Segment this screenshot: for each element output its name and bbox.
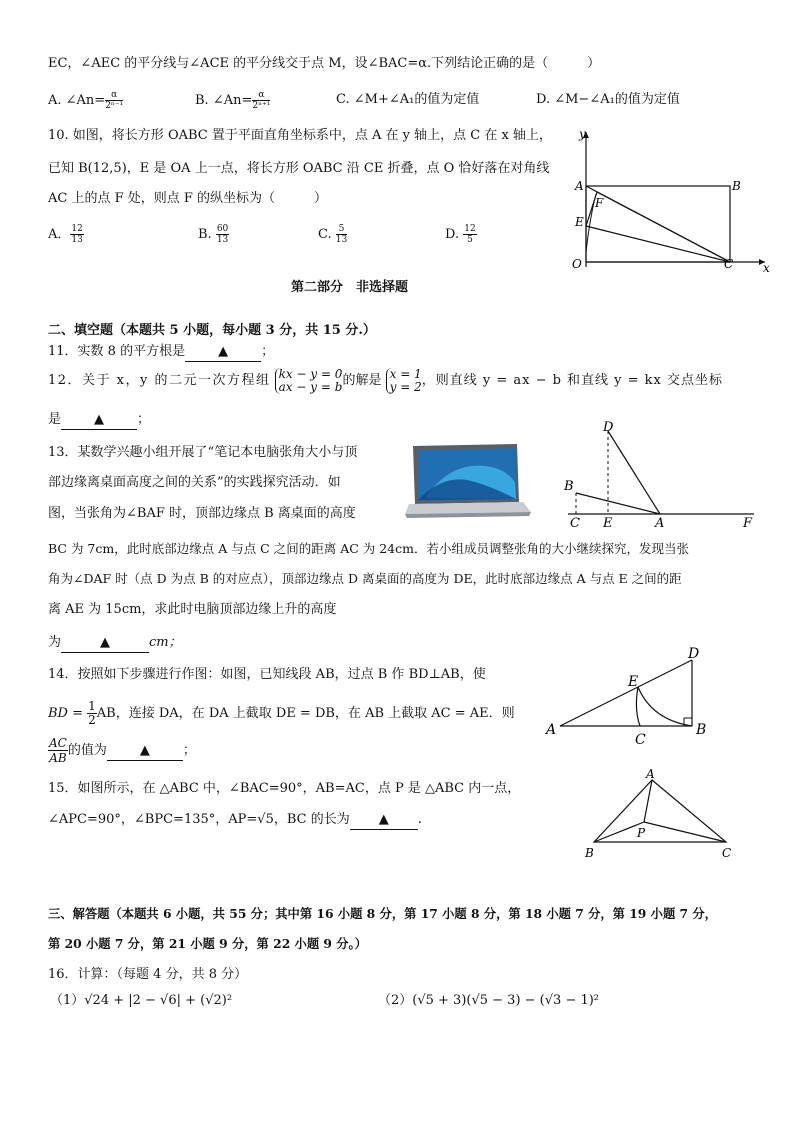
q14-geometry-figure: [540, 640, 720, 750]
q12-mid: 的解是: [342, 373, 382, 388]
q15-line-1: 15．如图所示，在 △ABC 中，∠BAC=90°，AB=AC，点 P 是 △ABC 内一点，: [48, 781, 521, 796]
q13-unit: cm；: [149, 635, 182, 650]
point-o-label: O: [572, 257, 582, 271]
point-a-label: A: [646, 767, 655, 781]
point-b-label: B: [732, 179, 741, 193]
fraction-denominator: 2ⁿ⁻¹: [105, 101, 124, 111]
point-e-label: E: [628, 674, 639, 690]
triangle-abc: [594, 780, 726, 842]
q10-option-b-label: B.: [198, 227, 212, 242]
q13-geometry-figure: [560, 415, 760, 530]
q10-option-d: [445, 224, 477, 245]
section-three-heading-line-2: 第 20 小题 7 分，第 21 小题 9 分，第 22 小题 9 分。）: [48, 936, 367, 951]
q10-option-c: [318, 224, 347, 245]
point-e-label: E: [603, 516, 613, 530]
q13-line-6: 离 AE 为 15cm，求此时电脑顶部边缘上升的高度: [48, 602, 337, 617]
q14-line-2-text: AB，连接 DA，在 DA 上截取 DE = DB，在 AB 上截取 AC = AE．则: [96, 706, 515, 721]
q9-option-a-label: A. ∠An=: [48, 93, 106, 108]
segment-fc: [597, 192, 730, 262]
segment-ap: [644, 780, 652, 822]
fraction-numerator: α: [105, 90, 123, 101]
blank-marker: ▲: [94, 412, 105, 427]
fraction-denominator: 13: [216, 235, 229, 245]
q14-end: ；: [182, 743, 196, 758]
section-three-heading-line-1: 三、解答题（本题共 6 小题，共 55 分；其中第 16 小题 8 分，第 17 小题 8 分，第 18 小题 7 分，第 19 小题 7 分，: [48, 906, 717, 921]
blank-marker: ▲: [218, 344, 229, 359]
q12-answer-blank[interactable]: [61, 411, 137, 430]
q13-line-2: 部边缘离桌面高度之间的关系”的实践探究活动．如: [48, 475, 341, 490]
q11-text: 11．实数 8 的平方根是: [48, 344, 186, 359]
fraction-denominator: 13: [71, 235, 83, 245]
fraction-numerator: AC: [49, 736, 67, 750]
section-two-heading: 二、填空题（本题共 5 小题，每小题 3 分，共 15 分.）: [48, 323, 376, 338]
point-d-label: D: [688, 646, 700, 662]
point-p-label: P: [637, 826, 646, 840]
q12-end: ；: [137, 412, 151, 427]
q15-triangle-figure: [582, 766, 742, 866]
q10-line-2: 已知 B(12,5)，E 是 OA 上一点，将长方形 OABC 沿 CE 折叠，点 O 恰好落在对角线: [48, 161, 550, 176]
point-e-label: E: [575, 215, 584, 229]
q15-end: .: [417, 812, 422, 827]
q9-option-b-label: B. ∠An=: [195, 93, 253, 108]
laptop-illustration: [405, 442, 533, 520]
blank-marker: ▲: [378, 812, 389, 827]
fraction-numerator: 12: [71, 224, 83, 234]
fraction-numerator: 60: [216, 224, 229, 234]
q15-line-2: [48, 811, 422, 830]
q10-option-a: [48, 224, 84, 245]
q15-answer-blank[interactable]: [350, 811, 418, 830]
q12-text-a: 12．关于 x，y 的二元一次方程组: [48, 373, 271, 388]
part-two-title: 第二部分 非选择题: [291, 280, 409, 295]
q15-text: ∠APC=90°，∠BPC=135°，AP=√5，BC 的长为: [48, 812, 350, 827]
point-c-label: C: [570, 516, 580, 530]
q12-line-1: [48, 366, 723, 396]
q13-line-5: 角为∠DAF 时（点 D 为点 B 的对应点），顶部边缘点 D 离桌面的高度为 DE，此时底部边缘点 A 与点 E 之间的距: [48, 571, 682, 586]
q10-option-d-fraction: [463, 224, 476, 245]
q10-option-c-fraction: [336, 224, 347, 245]
point-a-label: A: [655, 516, 665, 530]
q9-line: EC，∠AEC 的平分线与∠ACE 的平分线交于点 M，设∠BAC=α.下列结论正确的是（ ）: [48, 56, 601, 71]
blank-marker: ▲: [139, 743, 150, 758]
q11: [48, 343, 274, 362]
q13-line-3: 图，当张角为∠BAF 时，顶部边缘点 B 离桌面的高度: [48, 506, 356, 521]
q11-end: ；: [261, 344, 275, 359]
q12-text-b: ，则直线 y = ax − b 和直线 y = kx 交点坐标: [421, 373, 724, 388]
segment-da: [608, 431, 660, 514]
q9-option-a-fraction: [105, 90, 123, 111]
arc-ec: [636, 687, 640, 726]
q12-line-2: [48, 411, 150, 430]
q16-title: 16．计算：（每题 4 分，共 8 分）: [48, 967, 248, 982]
point-a-label: A: [546, 722, 557, 738]
q11-answer-blank[interactable]: [185, 343, 261, 362]
segment-ba: [576, 493, 660, 514]
q12-solution-1: x = 1: [389, 366, 422, 381]
fraction-numerator: 12: [464, 224, 476, 234]
fraction-numerator: 1: [88, 699, 96, 713]
q12-solution-2: y = 2: [389, 379, 422, 394]
q10-option-b: [198, 224, 229, 245]
x-label: x: [763, 261, 770, 272]
q10-line-1: 10. 如图，将长方形 OABC 置于平面直角坐标系中，点 A 在 y 轴上，点 C 在 x 轴上，: [48, 128, 552, 143]
q13-line-4: BC 为 7cm，此时底部边缘点 A 与点 C 之间的距离 AC 为 24cm．若小组成员调整张角的大小继续探究，发现当张: [48, 541, 689, 556]
q9-option-a: [48, 90, 123, 111]
fraction-numerator: 5: [336, 224, 347, 235]
q14-answer-blank[interactable]: [107, 742, 183, 761]
q14-ratio-fraction: [48, 736, 68, 765]
fraction-denominator: 2ⁿ⁺¹: [252, 101, 271, 111]
point-d-label: D: [603, 420, 614, 435]
point-b-label: B: [696, 722, 707, 738]
point-c-label: C: [635, 732, 646, 748]
q14-line-1: 14．按照如下步骤进行作图：如图，已知线段 AB，过点 B 作 BD⊥AB，使: [48, 667, 486, 682]
q13-line-7: [48, 634, 182, 653]
fraction-denominator: 13: [335, 235, 348, 245]
q16-part-2: （2）(√5 + 3)(√5 − 3) − (√3 − 1)²: [378, 993, 600, 1008]
fold-line-ce: [586, 226, 730, 262]
point-b-label: B: [585, 846, 594, 860]
q9-option-b: [195, 90, 270, 111]
q10-option-a-fraction: [70, 224, 83, 245]
q14-half-fraction: [87, 700, 97, 727]
q12-equation-system: [275, 368, 343, 394]
y-label: y: [579, 127, 586, 141]
point-a-label: A: [575, 179, 584, 193]
fraction-denominator: AB: [49, 751, 67, 765]
point-c-label: C: [724, 257, 734, 271]
laptop-base: [405, 502, 531, 514]
q13-answer-blank[interactable]: [61, 634, 149, 653]
q12-equation-2: ax − y = b: [278, 379, 343, 394]
q9-option-c: C. ∠M+∠A₁的值为定值: [336, 92, 480, 107]
q9-option-d: D. ∠M−∠A₁的值为定值: [536, 92, 680, 107]
fraction-denominator: 2: [88, 713, 96, 727]
q13-text: 为: [48, 635, 62, 650]
q9-option-b-fraction: [252, 90, 270, 111]
q10-coordinate-figure: [560, 122, 775, 272]
q16-part-1: （1）√24 + |2 − √6| + (√2)²: [50, 993, 233, 1008]
q10-option-c-label: C.: [318, 227, 332, 242]
segment-ad: [560, 660, 692, 726]
q10-option-a-label: A．: [48, 227, 71, 242]
fraction-denominator: 5: [467, 235, 473, 245]
point-c-label: C: [722, 846, 732, 860]
q10-line-3: AC 上的点 F 处，则点 F 的纵坐标为（ ）: [48, 191, 328, 206]
q12-solution-system: [386, 368, 422, 394]
point-f-label: F: [743, 516, 753, 530]
blank-marker: ▲: [100, 635, 111, 650]
q14-text: 的值为: [67, 743, 107, 758]
q10-option-d-label: D.: [445, 227, 460, 242]
q13-line-1: 13．某数学兴趣小组开展了“笔记本电脑张角大小与顶: [48, 445, 358, 460]
point-f-label: F: [595, 196, 604, 210]
point-b-label: B: [564, 479, 574, 494]
q14-line-3: [48, 736, 196, 766]
q10-option-b-fraction: [216, 224, 229, 245]
q12-equation-1: kx − y = 0: [278, 366, 343, 381]
q14-bd-label: BD =: [48, 706, 84, 721]
q14-line-2: [48, 700, 515, 728]
q12-text-c: 是: [48, 412, 62, 427]
fraction-numerator: α: [252, 90, 270, 101]
